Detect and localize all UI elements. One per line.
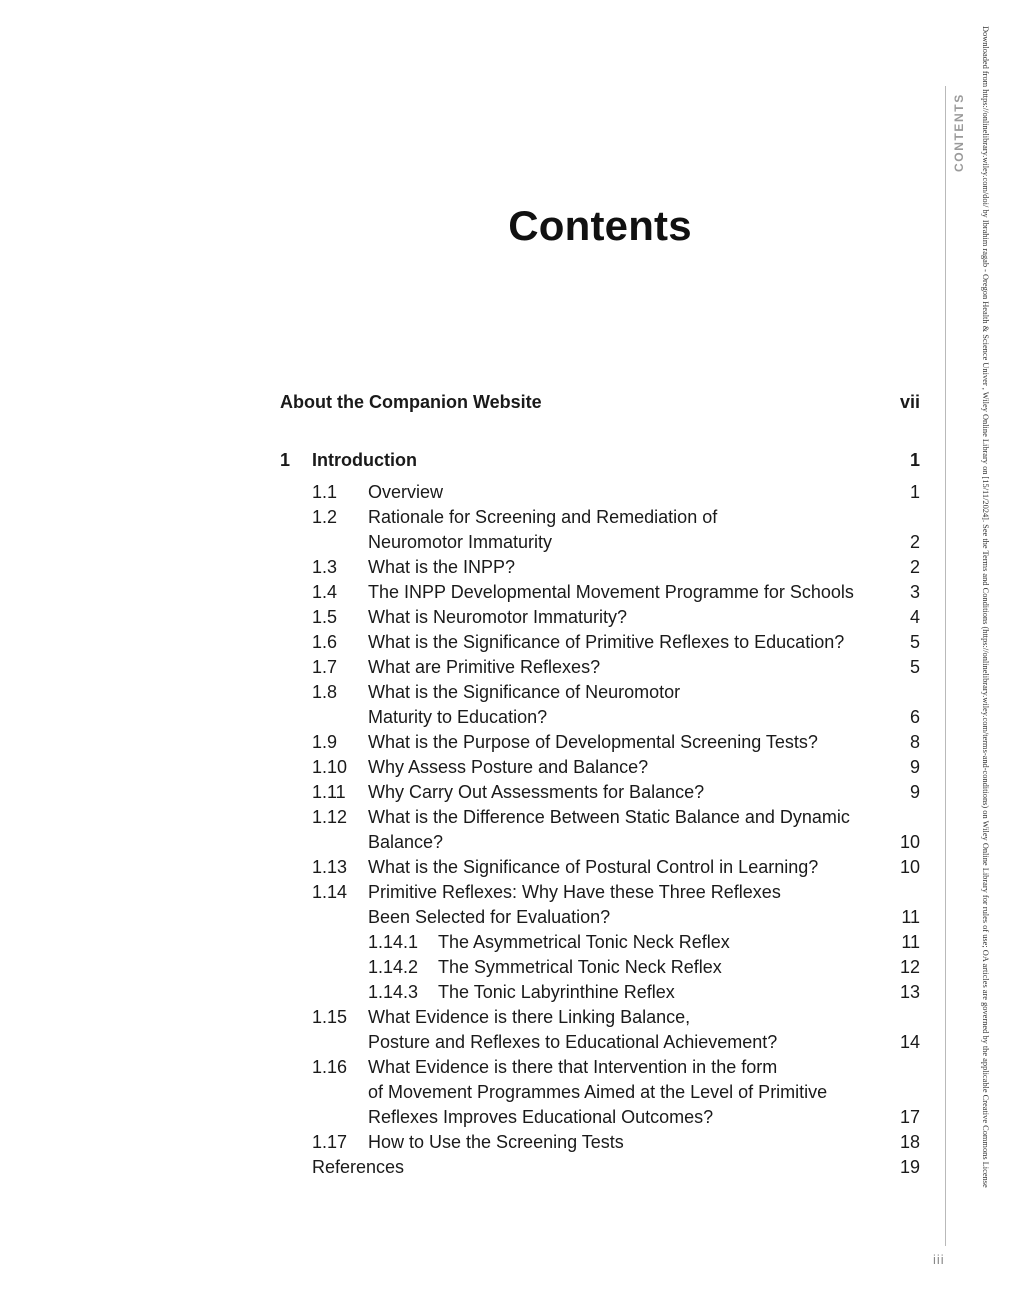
toc-entry-page: 18: [899, 1131, 920, 1152]
toc-entry-title-line: The Tonic Labyrinthine Reflex: [438, 981, 675, 1002]
toc-entry[interactable]: [312, 880, 920, 930]
toc-entry-page: 13: [899, 981, 920, 1002]
toc-entry-page: 11: [901, 931, 920, 952]
toc-entry-page: 2: [909, 556, 920, 577]
toc-entry[interactable]: [312, 1130, 920, 1155]
toc-entry[interactable]: [312, 655, 920, 680]
toc-entry-title-line: What is the Significance of Postural Control in Learning?: [368, 856, 819, 877]
toc-entry-page: 9: [909, 781, 920, 802]
toc-entry-title-line: What Evidence is there Linking Balance,: [368, 1006, 691, 1027]
toc-entry-title-line: of Movement Programmes Aimed at the Level of Primitive: [368, 1081, 828, 1102]
toc-entry-number: 1.14.2: [368, 956, 419, 977]
toc-entry-number: 1.1: [312, 481, 338, 502]
toc-entry-page: 19: [899, 1156, 920, 1177]
toc-chapter-title: Introduction: [312, 450, 417, 470]
toc-entry-number: 1.3: [312, 556, 338, 577]
toc-entry-page: 2: [909, 531, 920, 552]
toc-entry-number: 1.11: [312, 781, 346, 802]
toc-entry-title-line: Primitive Reflexes: Why Have these Three Reflexes: [368, 881, 781, 902]
toc-entry[interactable]: [312, 555, 920, 580]
toc-entry[interactable]: [312, 955, 920, 980]
page-number: iii: [933, 1252, 945, 1267]
toc-entry-number: 1.7: [312, 656, 338, 677]
toc-entry[interactable]: [312, 780, 920, 805]
toc-entry-title-line: The INPP Developmental Movement Programme for Schools: [368, 581, 854, 602]
running-header: CONTENTS: [952, 93, 966, 172]
toc-entry-title-line: Neuromotor Immaturity: [368, 531, 553, 552]
toc-entry-title-line: Maturity to Education?: [368, 706, 548, 727]
toc-entry-page: 11: [901, 906, 920, 927]
toc-entry-number: 1.12: [312, 806, 348, 827]
toc-entry-title-line: What are Primitive Reflexes?: [368, 656, 601, 677]
toc-entry[interactable]: [312, 630, 920, 655]
toc-entry-page: 4: [909, 606, 920, 627]
toc-entry-title-line: Why Carry Out Assessments for Balance?: [368, 781, 705, 802]
toc-entry-number: 1.10: [312, 756, 348, 777]
toc-entry-title-line: What is the Significance of Neuromotor: [368, 681, 681, 702]
toc-entry-number: 1.9: [312, 731, 338, 752]
toc-entry-number: 1.17: [312, 1131, 348, 1152]
toc-entry-title-line: What is Neuromotor Immaturity?: [368, 606, 628, 627]
toc-entry-title-line: The Asymmetrical Tonic Neck Reflex: [438, 931, 730, 952]
toc-entry-page: 17: [899, 1106, 920, 1127]
toc-entry[interactable]: [312, 680, 920, 730]
side-divider: [945, 86, 946, 1246]
toc-entry-title-line: Posture and Reflexes to Educational Achievement?: [368, 1031, 778, 1052]
toc-entry-page: 10: [899, 831, 920, 852]
toc-entry-number: 1.14.3: [368, 981, 419, 1002]
toc-entry-title-line: Been Selected for Evaluation?: [368, 906, 611, 927]
toc-entry-title-line: Overview: [368, 481, 444, 502]
toc-entry-page: 9: [909, 756, 920, 777]
toc-entry-title-line: References: [312, 1156, 405, 1177]
toc-entry-page: 8: [909, 731, 920, 752]
toc-entry[interactable]: [312, 980, 920, 1005]
toc-entry-title-line: What is the Significance of Primitive Reflexes to Education?: [368, 631, 845, 652]
toc-entry-page: 5: [909, 656, 920, 677]
toc-entry-title-line: How to Use the Screening Tests: [368, 1131, 624, 1152]
toc-entry-number: 1.4: [312, 581, 338, 602]
toc-entry[interactable]: [312, 1055, 920, 1130]
toc-entry-title-line: The Symmetrical Tonic Neck Reflex: [438, 956, 722, 977]
toc-entry[interactable]: [312, 805, 920, 855]
toc-entry-number: 1.2: [312, 506, 338, 527]
toc-chapter-number: 1: [280, 450, 291, 470]
toc-entry-title-line: What Evidence is there that Intervention in the form: [368, 1056, 778, 1077]
toc-entry-page: 12: [899, 956, 920, 977]
toc-entry[interactable]: [312, 480, 920, 505]
toc-entry[interactable]: [312, 505, 920, 555]
toc-entry[interactable]: [312, 580, 920, 605]
toc-entry-page: 14: [899, 1031, 920, 1052]
toc-entry-number: 1.14.1: [368, 931, 419, 952]
page-title: Contents: [508, 202, 692, 249]
toc-entry[interactable]: [312, 605, 920, 630]
toc-about-page: vii: [899, 392, 920, 412]
toc-entry[interactable]: [312, 1005, 920, 1055]
toc-entry-title-line: Rationale for Screening and Remediation of: [368, 506, 718, 527]
toc-entry[interactable]: [312, 855, 920, 880]
toc-entry-title-line: Balance?: [368, 831, 444, 852]
toc-entry[interactable]: [312, 730, 920, 755]
toc-entry-page: 5: [909, 631, 920, 652]
toc-entry-number: 1.14: [312, 881, 348, 902]
toc-entry-title-line: What is the INPP?: [368, 556, 516, 577]
toc-references-entry[interactable]: [312, 1155, 920, 1180]
toc-entry-number: 1.6: [312, 631, 338, 652]
toc-about-title: About the Companion Website: [280, 392, 542, 412]
toc-entry-page: 1: [909, 481, 920, 502]
toc-entry-number: 1.15: [312, 1006, 348, 1027]
toc-entry-number: 1.5: [312, 606, 338, 627]
toc-entry-page: 10: [899, 856, 920, 877]
toc-entry-title-line: What is the Purpose of Developmental Screening Tests?: [368, 731, 818, 752]
toc-entry-page: 3: [909, 581, 920, 602]
toc-entry[interactable]: [312, 755, 920, 780]
toc-entry-page: 6: [909, 706, 920, 727]
toc-entry-number: 1.13: [312, 856, 348, 877]
toc-entry[interactable]: [312, 930, 920, 955]
toc-entry-title-line: Why Assess Posture and Balance?: [368, 756, 649, 777]
toc-entry-number: 1.8: [312, 681, 338, 702]
toc-chapter-page: 1: [909, 450, 920, 470]
toc-entry-title-line: Reflexes Improves Educational Outcomes?: [368, 1106, 714, 1127]
toc-entry-number: 1.16: [312, 1056, 348, 1077]
toc-entry-title-line: What is the Difference Between Static Balance and Dynamic: [368, 806, 850, 827]
download-notice: Downloaded from https://onlinelibrary.wiley.com/doi/ by Ibrahim ragab - Oregon Health & Science Univer , Wiley Online Library on [15/11/2024]. See the Terms and Conditions (https://onlinelibrary.wiley.com/terms-and-conditions) on Wiley Online Library for rules of use; OA articles are governed by the applicable Creative Commons License: [981, 26, 990, 1188]
